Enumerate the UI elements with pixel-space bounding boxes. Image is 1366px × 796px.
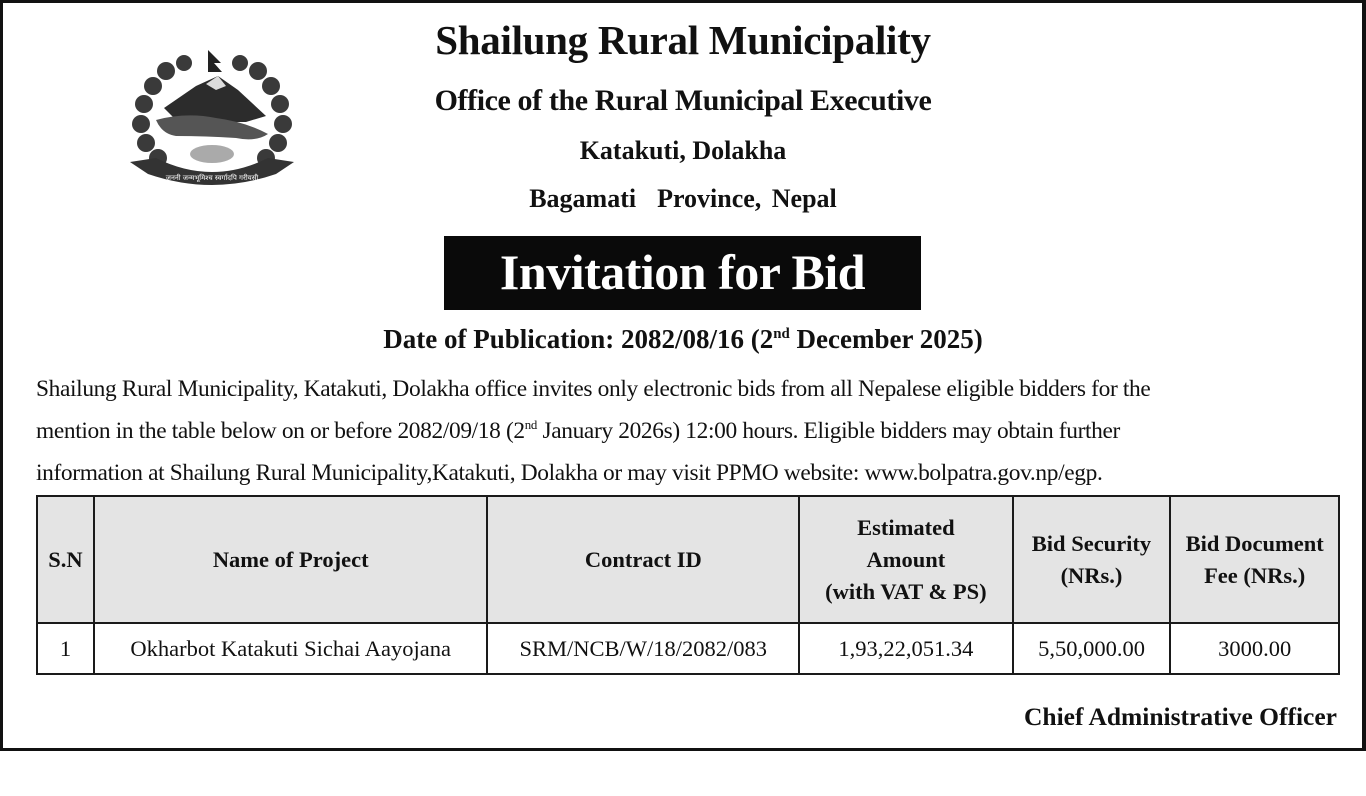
province-line: Bagamati Province, Nepal	[529, 184, 837, 213]
header-fee-line: Fee (NRs.)	[1204, 562, 1306, 588]
header-amount-line: Amount	[866, 546, 946, 572]
header-security-line: (NRs.)	[1060, 562, 1123, 588]
cell-security: 5,50,000.00	[1013, 623, 1171, 674]
pub-date-ordinal: nd	[773, 326, 790, 342]
cell-contract: SRM/NCB/W/18/2082/083	[487, 623, 799, 674]
paragraph-line	[36, 410, 1346, 452]
para-text: January 2026s) 12:00 hours. Eligible bidders may obtain further	[536, 418, 1120, 444]
pub-date-suffix: December 2025)	[789, 324, 983, 354]
header-amount	[799, 496, 1013, 623]
paragraph-line: information at Shailung Rural Municipality,Katakuti, Dolakha or may visit PPMO website: www.bolpatra.gov.np/egp.	[36, 460, 1103, 486]
header-contract: Contract ID	[487, 496, 799, 623]
cell-amount: 1,93,22,051.34	[799, 623, 1013, 674]
paragraph-line: Shailung Rural Municipality, Katakuti, Dolakha office invites only electronic bids from all Nepalese eligible bidders for the	[36, 376, 1151, 402]
header-amount-line: (with VAT & PS)	[825, 578, 987, 604]
emblem-motto: जननी जन्मभूमिश्च स्वर्गादपि गरीयसी	[165, 174, 259, 182]
cell-sn: 1	[37, 623, 94, 674]
invitation-banner: Invitation for Bid	[444, 236, 921, 310]
signatory: Chief Administrative Officer	[1023, 702, 1337, 731]
table-header-row	[37, 496, 1339, 623]
bid-table	[36, 495, 1340, 675]
publication-date	[0, 324, 1366, 355]
header-security-line: Bid Security	[1031, 530, 1152, 556]
office-location: Katakuti, Dolakha	[579, 136, 787, 165]
pub-date-prefix: Date of Publication: 2082/08/16 (2	[383, 324, 774, 354]
nepal-emblem-icon	[126, 46, 298, 194]
header-security	[1013, 496, 1171, 623]
header-amount-line: Estimated	[857, 514, 955, 540]
header-fee-line: Bid Document	[1185, 530, 1324, 556]
office-name: Office of the Rural Municipal Executive	[434, 84, 932, 117]
header-sn: S.N	[37, 496, 94, 623]
cell-project: Okharbot Katakuti Sichai Aayojana	[94, 623, 488, 674]
municipality-title: Shailung Rural Municipality	[435, 17, 931, 63]
header-project: Name of Project	[94, 496, 488, 623]
para-text: mention in the table below on or before 2082/09/18 (2	[36, 418, 525, 444]
table-row	[37, 623, 1339, 674]
header-fee	[1170, 496, 1339, 623]
cell-fee: 3000.00	[1170, 623, 1339, 674]
para-ordinal: nd	[524, 418, 537, 433]
notice-paragraph	[36, 368, 1346, 494]
